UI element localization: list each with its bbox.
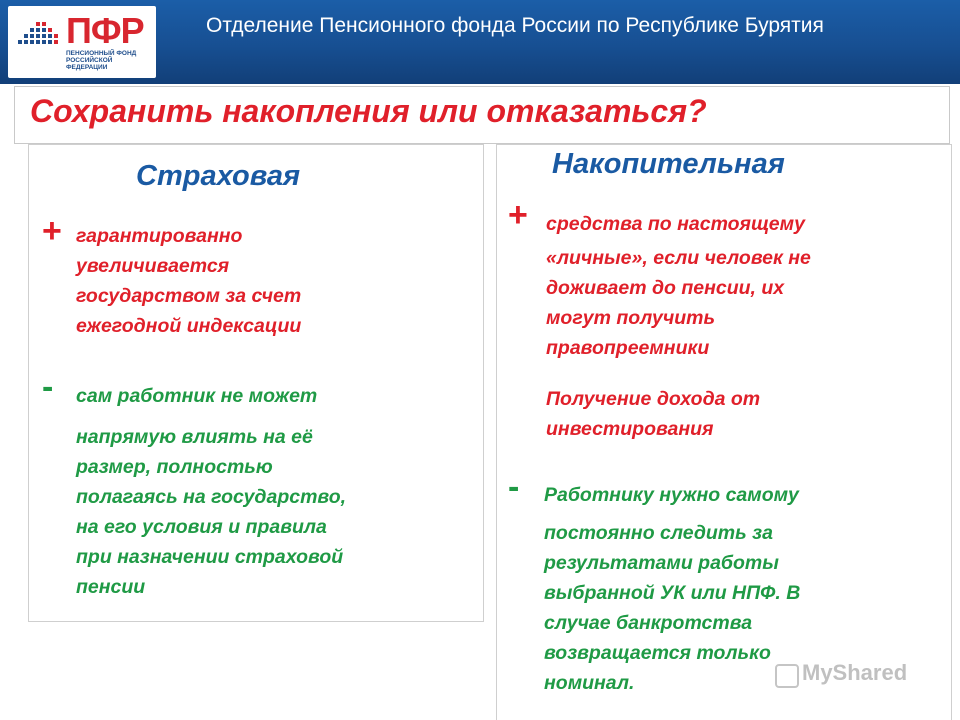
watermark: MyShared: [802, 660, 908, 685]
right-plus-text: [546, 243, 811, 363]
left-minus-line: пенсии: [76, 576, 146, 598]
right-plus-line: доживает до пенсии, их: [546, 277, 785, 299]
right-minus-line: случае банкротства: [544, 612, 753, 634]
right-minus-sign: -: [508, 468, 520, 506]
pfr-logo: [8, 6, 156, 78]
right-minus-line: возвращается только: [544, 642, 771, 664]
right-minus-line: выбранной УК или НПФ. В: [544, 582, 801, 604]
right-plus-line: правопреемники: [546, 337, 710, 359]
logo-subtitle: ПЕНСИОННЫЙ ФОНД РОССИЙСКОЙ ФЕДЕРАЦИИ: [66, 50, 137, 71]
logo-text: ПФР: [66, 10, 144, 51]
left-plus-line: увеличивается: [76, 255, 230, 277]
right-minus-line: результатами работы: [544, 552, 779, 574]
organization-name: Отделение Пенсионного фонда России по Республике Бурятия: [206, 14, 824, 37]
right-minus-line: номинал.: [544, 672, 635, 694]
right-minus-text: [544, 518, 800, 698]
left-minus-line: на его условия и правила: [76, 516, 327, 538]
right-plus-sign: +: [508, 196, 528, 234]
left-minus-sign: -: [42, 368, 54, 406]
left-minus-line: напрямую влиять на её: [76, 426, 313, 448]
right-plus-line: могут получить: [546, 307, 716, 329]
left-plus-line: гарантированно: [76, 225, 243, 247]
logo-grid-icon: [16, 18, 64, 50]
left-minus-line: полагаясь на государство,: [76, 486, 347, 508]
right-plus-first-line: средства по настоящему: [546, 213, 805, 235]
left-plus-line: государством за счет: [76, 285, 302, 307]
left-plus-line: ежегодной индексации: [76, 315, 302, 337]
insurance-heading: Страховая: [136, 160, 301, 192]
header-bar: [0, 0, 960, 84]
left-plus-sign: +: [42, 212, 62, 250]
funded-heading: Накопительная: [552, 148, 785, 180]
page-title: Сохранить накопления или отказаться?: [30, 93, 707, 129]
right-plus-line: «личные», если человек не: [546, 247, 811, 269]
watermark-icon: [775, 664, 799, 688]
right-plus-extra-line: Получение дохода от: [546, 388, 761, 410]
left-minus-text: [76, 422, 346, 602]
left-minus-line: размер, полностью: [76, 456, 273, 478]
left-minus-line: при назначении страховой: [76, 546, 344, 568]
right-minus-first-line: Работнику нужно самому: [544, 484, 799, 506]
right-plus-extra: [546, 384, 760, 444]
left-plus-text: [76, 221, 301, 341]
right-minus-line: постоянно следить за: [544, 522, 773, 544]
left-minus-first-line: сам работник не может: [76, 385, 318, 407]
right-plus-extra-line: инвестирования: [546, 418, 714, 440]
